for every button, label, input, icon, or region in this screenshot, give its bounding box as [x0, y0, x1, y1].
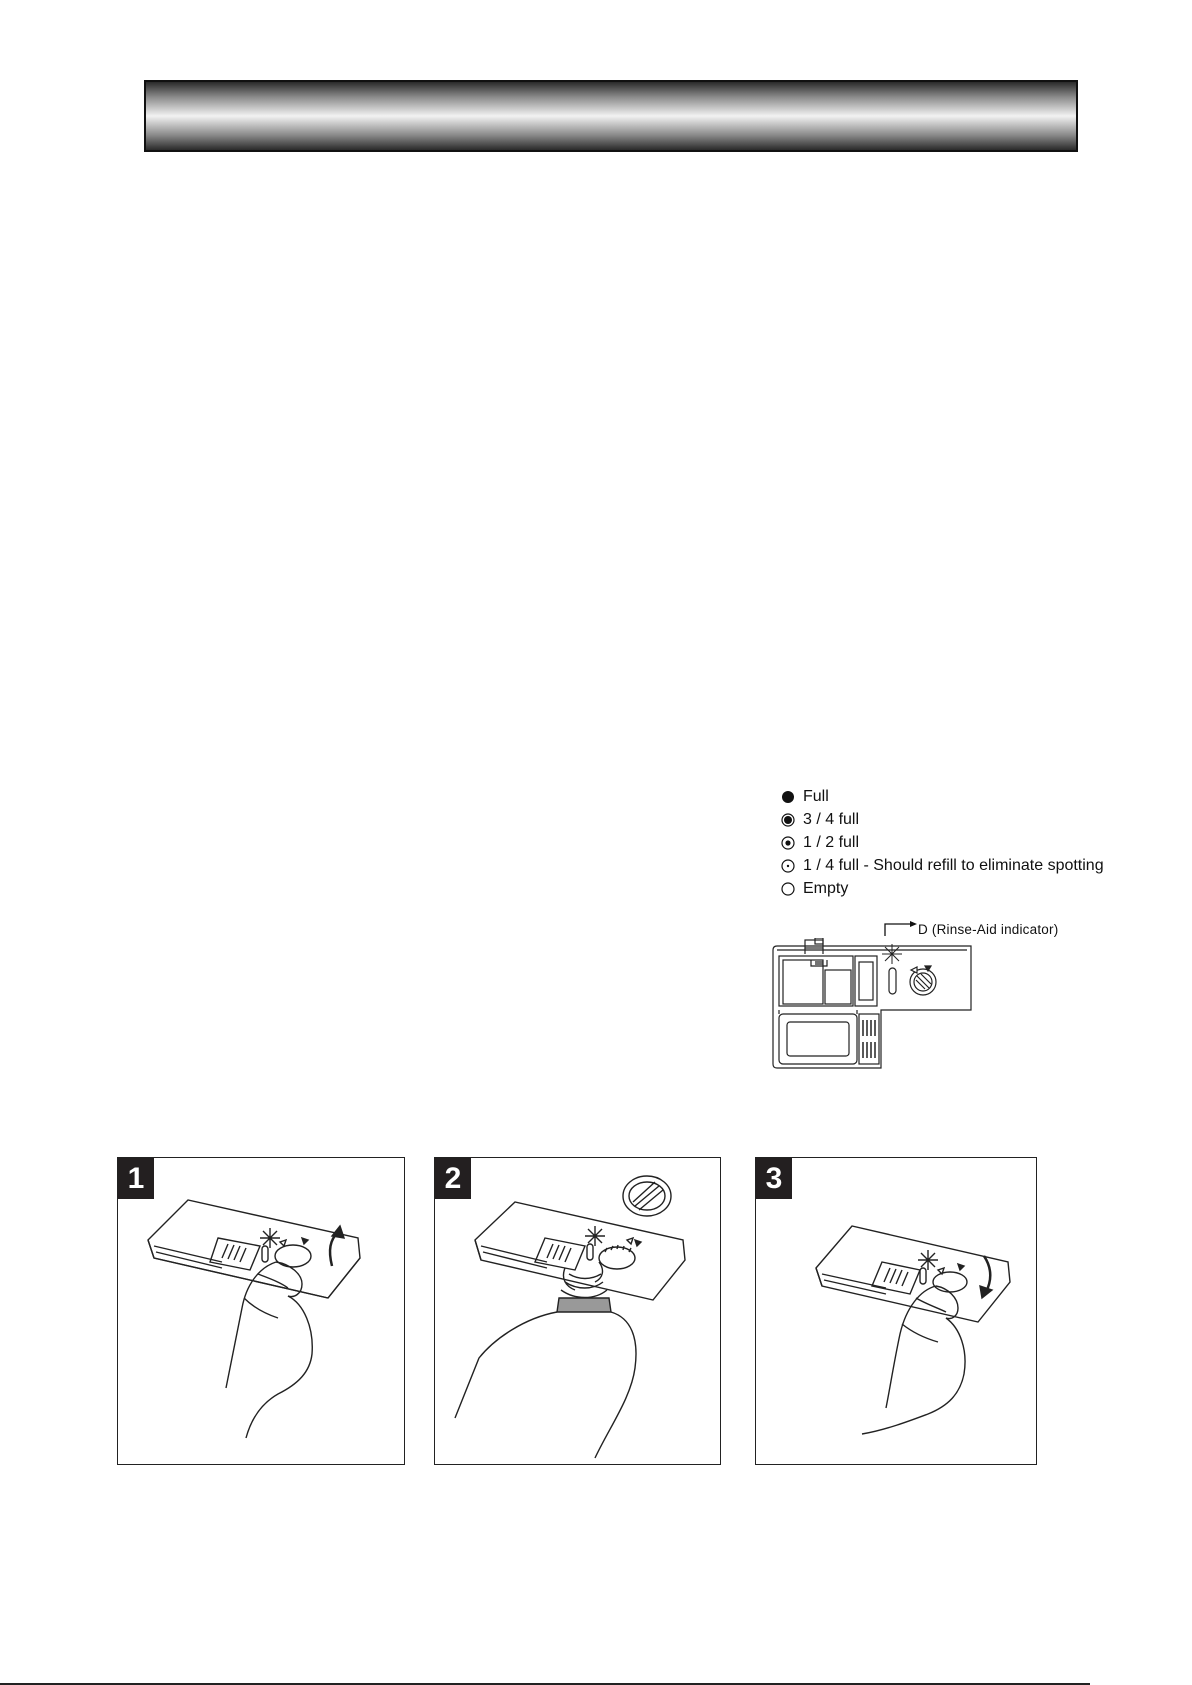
- legend-item-full: [781, 785, 1104, 808]
- legend-label: Empty: [803, 880, 849, 897]
- filled-circle-icon: [781, 790, 795, 804]
- three-quarter-circle-icon: [781, 813, 795, 827]
- step-panel-3: [755, 1157, 1037, 1465]
- legend-label: 3 / 4 full: [803, 811, 860, 828]
- legend-item-half: [781, 831, 1104, 854]
- rinse-aid-indicator-label: D (Rinse-Aid indicator): [918, 922, 1059, 937]
- legend-label: 1 / 2 full: [803, 834, 860, 851]
- close-cap-illustration: [756, 1158, 1037, 1465]
- half-circle-icon: [781, 836, 795, 850]
- legend-label: Full: [803, 788, 829, 805]
- legend-label: 1 / 4 full - Should refill to eliminate spotting: [803, 857, 1104, 874]
- section-header-bar: [144, 80, 1078, 152]
- empty-circle-icon: [781, 882, 795, 896]
- legend-item-three-quarter: [781, 808, 1104, 831]
- step-number-badge: 2: [435, 1158, 471, 1199]
- quarter-circle-icon: [781, 859, 795, 873]
- fill-rinse-aid-illustration: [435, 1158, 721, 1465]
- indicator-arrow-icon: [883, 921, 919, 937]
- step-number-badge: 1: [118, 1158, 154, 1199]
- legend-item-quarter: [781, 854, 1104, 877]
- step-panel-1: [117, 1157, 405, 1465]
- open-cap-illustration: [118, 1158, 405, 1465]
- step-panel-2: [434, 1157, 721, 1465]
- dispenser-diagram: [771, 938, 976, 1070]
- step-number-badge: 3: [756, 1158, 792, 1199]
- rinse-aid-level-legend: [781, 785, 1104, 900]
- legend-item-empty: [781, 877, 1104, 900]
